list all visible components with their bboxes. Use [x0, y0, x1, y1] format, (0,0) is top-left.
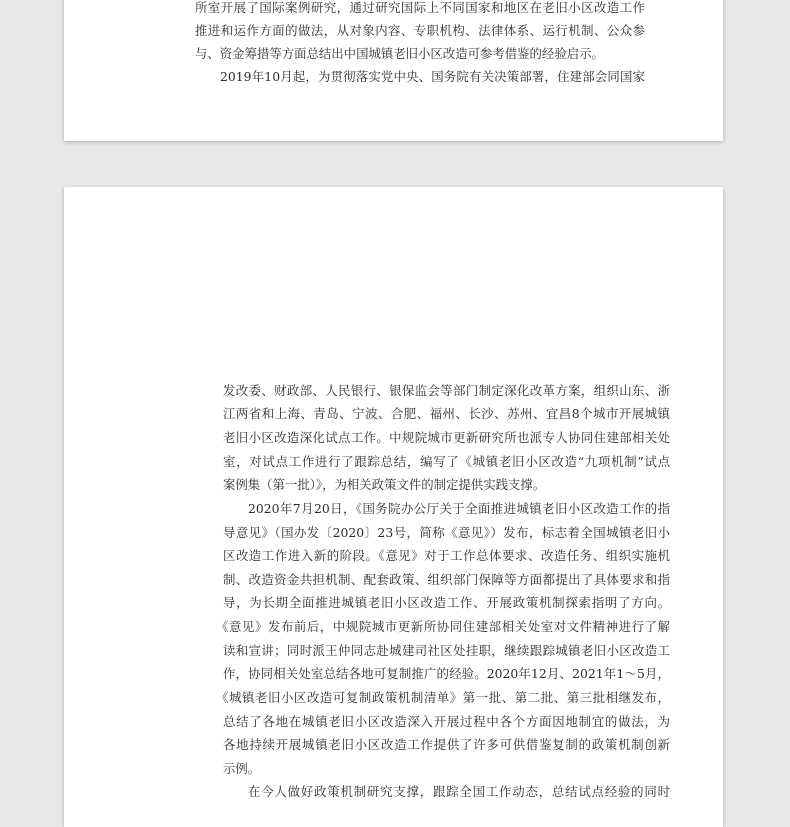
text-line: 与、资金筹措等方面总结出中国城镇老旧小区改造可参考借鉴的经验启示。 [195, 46, 604, 61]
text-line: 示例。 [223, 761, 261, 776]
text-line: 作，协同相关处室总结各地可复制推广的经验。2020年12月、2021年1～5月， [223, 666, 670, 681]
text-line: 《城镇老旧小区改造可复制政策机制清单》第一批、第二批、第三批相继发布， [216, 690, 670, 705]
text-line: 2019年10月起，为贯彻落实党中央、国务院有关决策部署，住建部会同国家 [220, 69, 645, 84]
text-line: 江两省和上海、青岛、宁波、合肥、福州、长沙、苏州、宜昌8个城市开展城镇 [223, 406, 670, 421]
text-line: 区改造工作进入新的阶段。《意见》对于工作总体要求、改造任务、组织实施机 [223, 548, 670, 563]
text-line: 推进和运作方面的做法，从对象内容、专职机构、法律体系、运行机制、公众参 [195, 23, 645, 38]
text-line: 在今人做好政策机制研究支撑，跟踪全国工作动态，总结试点经验的同时 [248, 784, 670, 799]
document-page [64, 187, 723, 827]
text-line: 读和宣讲；同时派王仲同志赴城建司社区处挂职，继续跟踪城镇老旧小区改造工 [223, 643, 670, 658]
text-line: 导，为长期全面推进城镇老旧小区改造工作、开展政策机制探索指明了方向。 [223, 595, 670, 610]
text-line: 制、改造资金共担机制、配套政策、组织部门保障等方面都提出了具体要求和指 [223, 572, 670, 587]
text-line: 总结了各地在城镇老旧小区改造深入开展过程中各个方面因地制宜的做法，为 [223, 714, 670, 729]
text-line: 室，对试点工作进行了跟踪总结，编写了《城镇老旧小区改造“九项机制”试点 [223, 454, 670, 469]
text-line: 《意见》发布前后，中规院城市更新所协同住建部相关处室对文件精神进行了解 [216, 619, 670, 634]
text-line: 导意见》（国办发〔2020〕23号，简称《意见》）发布，标志着全国城镇老旧小 [223, 525, 670, 540]
document-page [64, 0, 723, 141]
text-line: 案例集（第一批）》，为相关政策文件的制定提供实践支撑。 [223, 477, 546, 492]
text-line: 2020年7月20日，《国务院办公厅关于全面推进城镇老旧小区改造工作的指 [248, 501, 670, 516]
text-line: 老旧小区改造深化试点工作。中规院城市更新研究所也派专人协同住建部相关处 [223, 430, 670, 445]
text-line: 所室开展了国际案例研究，通过研究国际上不同国家和地区在老旧小区改造工作 [195, 0, 645, 15]
text-line: 发改委、财政部、人民银行、银保监会等部门制定深化改革方案，组织山东、浙 [223, 383, 670, 398]
text-line: 各地持续开展城镇老旧小区改造工作提供了许多可供借鉴复制的政策机制创新 [223, 737, 670, 752]
